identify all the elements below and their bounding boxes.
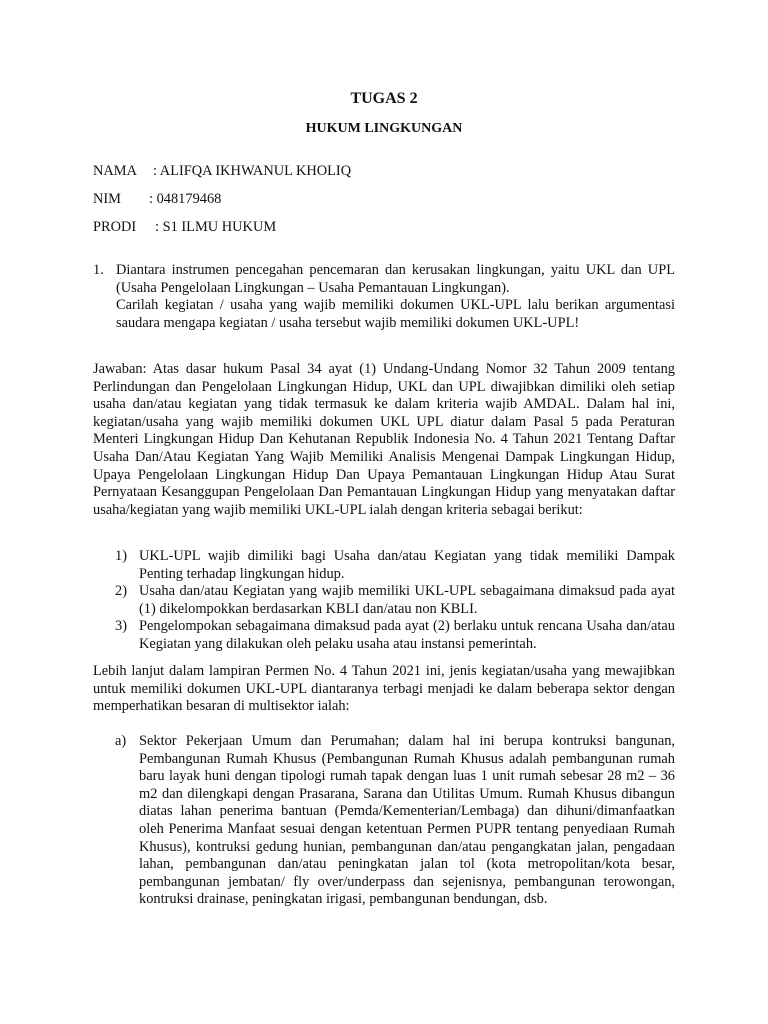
criteria-text: UKL-UPL wajib dimiliki bagi Usaha dan/atau Kegiatan yang tidak memiliki Dampak Penting terhadap lingkungan hidup. bbox=[139, 548, 675, 582]
nim-label: NIM bbox=[93, 191, 121, 207]
criteria-text: Usaha dan/atau Kegiatan yang wajib memiliki UKL-UPL sebagaimana dimaksud pada ayat (1) dikelompokkan berdasarkan KBLI dan/atau non KBLI. bbox=[139, 583, 675, 617]
name-value: : ALIFQA IKHWANUL KHOLIQ bbox=[153, 163, 352, 179]
question-number: 1. bbox=[93, 262, 104, 278]
document-subtitle: HUKUM LINGKUNGAN bbox=[305, 121, 463, 136]
further-paragraph: Lebih lanjut dalam lampiran Permen No. 4 Tahun 2021 ini, jenis kegiatan/usaha yang mewajibkan untuk memiliki dokumen UKL-UPL diantaranya terbagi menjadi ke dalam beberapa sektor dengan memperhatikan besaran di multisektor ialah: bbox=[93, 663, 675, 715]
prodi-value: : S1 ILMU HUKUM bbox=[155, 219, 277, 235]
list-item bbox=[115, 618, 675, 653]
list-item bbox=[115, 548, 675, 583]
prodi-label: PRODI bbox=[93, 219, 137, 235]
criteria-list bbox=[115, 548, 675, 654]
name-label: NAMA bbox=[93, 163, 137, 179]
document-title: TUGAS 2 bbox=[350, 90, 418, 107]
question-text: Diantara instrumen pencegahan pencemaran dan kerusakan lingkungan, yaitu UKL dan UPL (Usaha Pengelolaan Lingkungan – Usaha Pemantauan Lingkungan). bbox=[116, 262, 675, 296]
sector-number: a) bbox=[115, 733, 127, 749]
answer-intro: Jawaban: Atas dasar hukum Pasal 34 ayat (1) Undang-Undang Nomor 32 Tahun 2009 tentang Perlindungan dan Pengelolaan Lingkungan Hidup, UKL dan UPL diwajibkan dimiliki oleh setiap usaha dan/atau kegiatan yang tidak termasuk ke dalam kriteria wajib AMDAL. Dalam hal ini, kegiatan/usaha yang wajib memiliki dokumen UKL UPL diatur dalam Pasal 5 pada Peraturan Menteri Lingkungan Hidup Dan Kehutanan Republik Indonesia No. 4 Tahun 2021 Tentang Daftar Usaha Dan/Atau Kegiatan Yang Wajib Memiliki Analisis Mengenai Dampak Lingkungan Hidup, Upaya Pengelolaan Lingkungan Hidup Dan Upaya Pemantauan Lingkungan Hidup Atau Surat Pernyataan Kesanggupan Pengelolaan Dan Pemantauan Lingkungan Hidup yang menyatakan daftar usaha/kegiatan yang wajib memiliki UKL-UPL ialah dengan kriteria sebagai berikut: bbox=[93, 361, 675, 518]
sector-item bbox=[115, 733, 675, 909]
criteria-text: Pengelompokan sebagaimana dimaksud pada ayat (2) berlaku untuk rencana Usaha dan/atau Kegiatan yang dilakukan oleh pelaku usaha atau instansi pemerintah. bbox=[139, 618, 675, 652]
list-item bbox=[115, 583, 675, 618]
criteria-number: 1) bbox=[115, 548, 127, 564]
question-item bbox=[93, 262, 675, 332]
criteria-number: 2) bbox=[115, 583, 127, 600]
question-task: Carilah kegiatan / usaha yang wajib memiliki dokumen UKL-UPL lalu berikan argumentasi saudara mengapa kegiatan / usaha tersebut wajib memiliki dokumen UKL-UPL! bbox=[116, 297, 675, 331]
nim-value: : 048179468 bbox=[149, 191, 222, 207]
criteria-number: 3) bbox=[115, 618, 127, 635]
sector-text: Sektor Pekerjaan Umum dan Perumahan; dalam hal ini berupa kontruksi bangunan, Pembangunan Rumah Khusus (Pembangunan Rumah Khusus adalah pembangunan rumah baru layak huni dengan tipologi rumah tapak dengan luas 1 unit rumah sebesar 28 m2 – 36 m2 dan dilengkapi dengan Prasarana, Sarana dan Utilitas Umum. Rumah Khusus dibangun diatas lahan penerima bantuan (Pemda/Kementerian/Lembaga) dan dihuni/dimanfaatkan oleh Penerima Manfaat sesuai dengan ketentuan Permen PUPR tentang penyediaan Rumah Khusus), kontruksi gedung hunian, pembangunan dan/atau pengangkatan jalan, pengadaan lahan, pembangunan dan/atau peningkatan jalan tol (kota metropolitan/kota besar, pembangunan jembatan/ fly over/underpass dan sejenisnya, pembangunan terowongan, kontruksi drainase, peningkatan irigasi, pembangunan bendungan, dsb. bbox=[139, 733, 675, 908]
